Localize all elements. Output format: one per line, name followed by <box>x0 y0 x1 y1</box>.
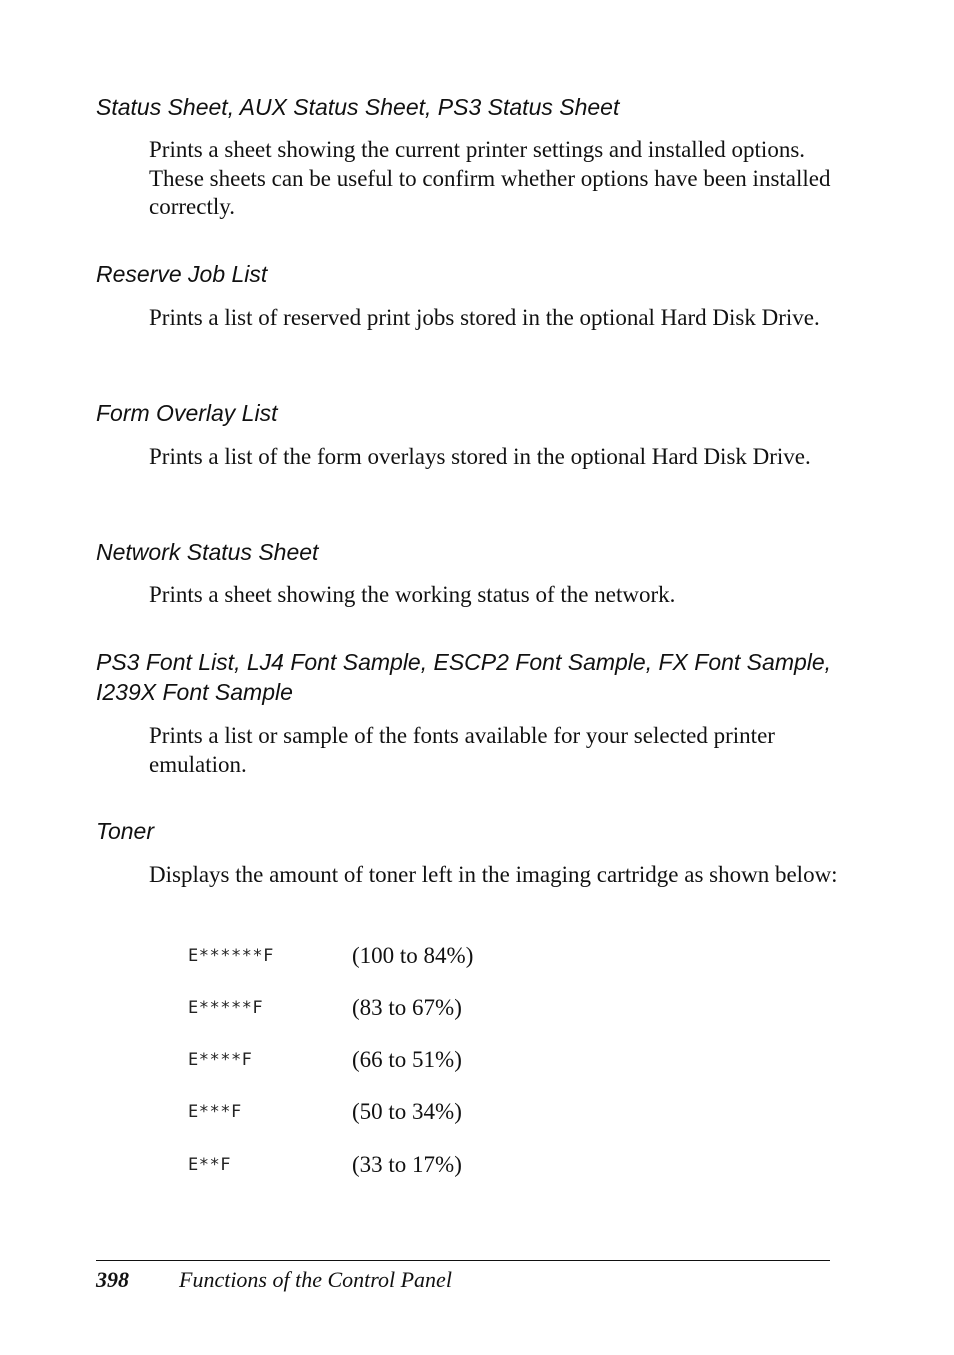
toner-range: (33 to 17%) <box>352 1152 462 1177</box>
section-heading-form-overlay-list: Form Overlay List <box>96 400 278 426</box>
section-body-font-samples: Prints a list or sample of the fonts available for your selected printer emulation. <box>149 723 775 777</box>
section-heading-toner: Toner <box>96 818 154 844</box>
toner-range: (100 to 84%) <box>352 943 474 968</box>
toner-indicator: E******F <box>188 946 274 966</box>
section-heading-font-samples: PS3 Font List, LJ4 Font Sample, ESCP2 Font Sample, FX Font Sample, I239X Font Sample <box>96 649 832 705</box>
section-heading-reserve-job-list: Reserve Job List <box>96 261 268 287</box>
toner-indicator: E****F <box>188 1050 253 1070</box>
section-body-toner: Displays the amount of toner left in the imaging cartridge as shown below: <box>149 862 838 887</box>
section-body-status-sheet: Prints a sheet showing the current printer settings and installed options. These sheets can be useful to confirm whether options have been installed correctly. <box>149 137 831 219</box>
section-body-form-overlay-list: Prints a list of the form overlays stored in the optional Hard Disk Drive. <box>149 444 811 469</box>
footer-chapter-title: Functions of the Control Panel <box>179 1267 452 1292</box>
footer-divider <box>96 1260 830 1261</box>
section-body-network-status-sheet: Prints a sheet showing the working status of the network. <box>149 582 676 607</box>
section-heading-network-status-sheet: Network Status Sheet <box>96 539 319 565</box>
toner-range: (50 to 34%) <box>352 1099 462 1124</box>
toner-range: (83 to 67%) <box>352 995 462 1020</box>
toner-indicator: E**F <box>188 1155 231 1175</box>
section-body-reserve-job-list: Prints a list of reserved print jobs stored in the optional Hard Disk Drive. <box>149 305 820 330</box>
section-heading-status-sheet: Status Sheet, AUX Status Sheet, PS3 Status Sheet <box>96 94 620 120</box>
page-number: 398 <box>96 1267 129 1292</box>
toner-range: (66 to 51%) <box>352 1047 462 1072</box>
toner-indicator: E*****F <box>188 998 264 1018</box>
toner-indicator: E***F <box>188 1102 242 1122</box>
